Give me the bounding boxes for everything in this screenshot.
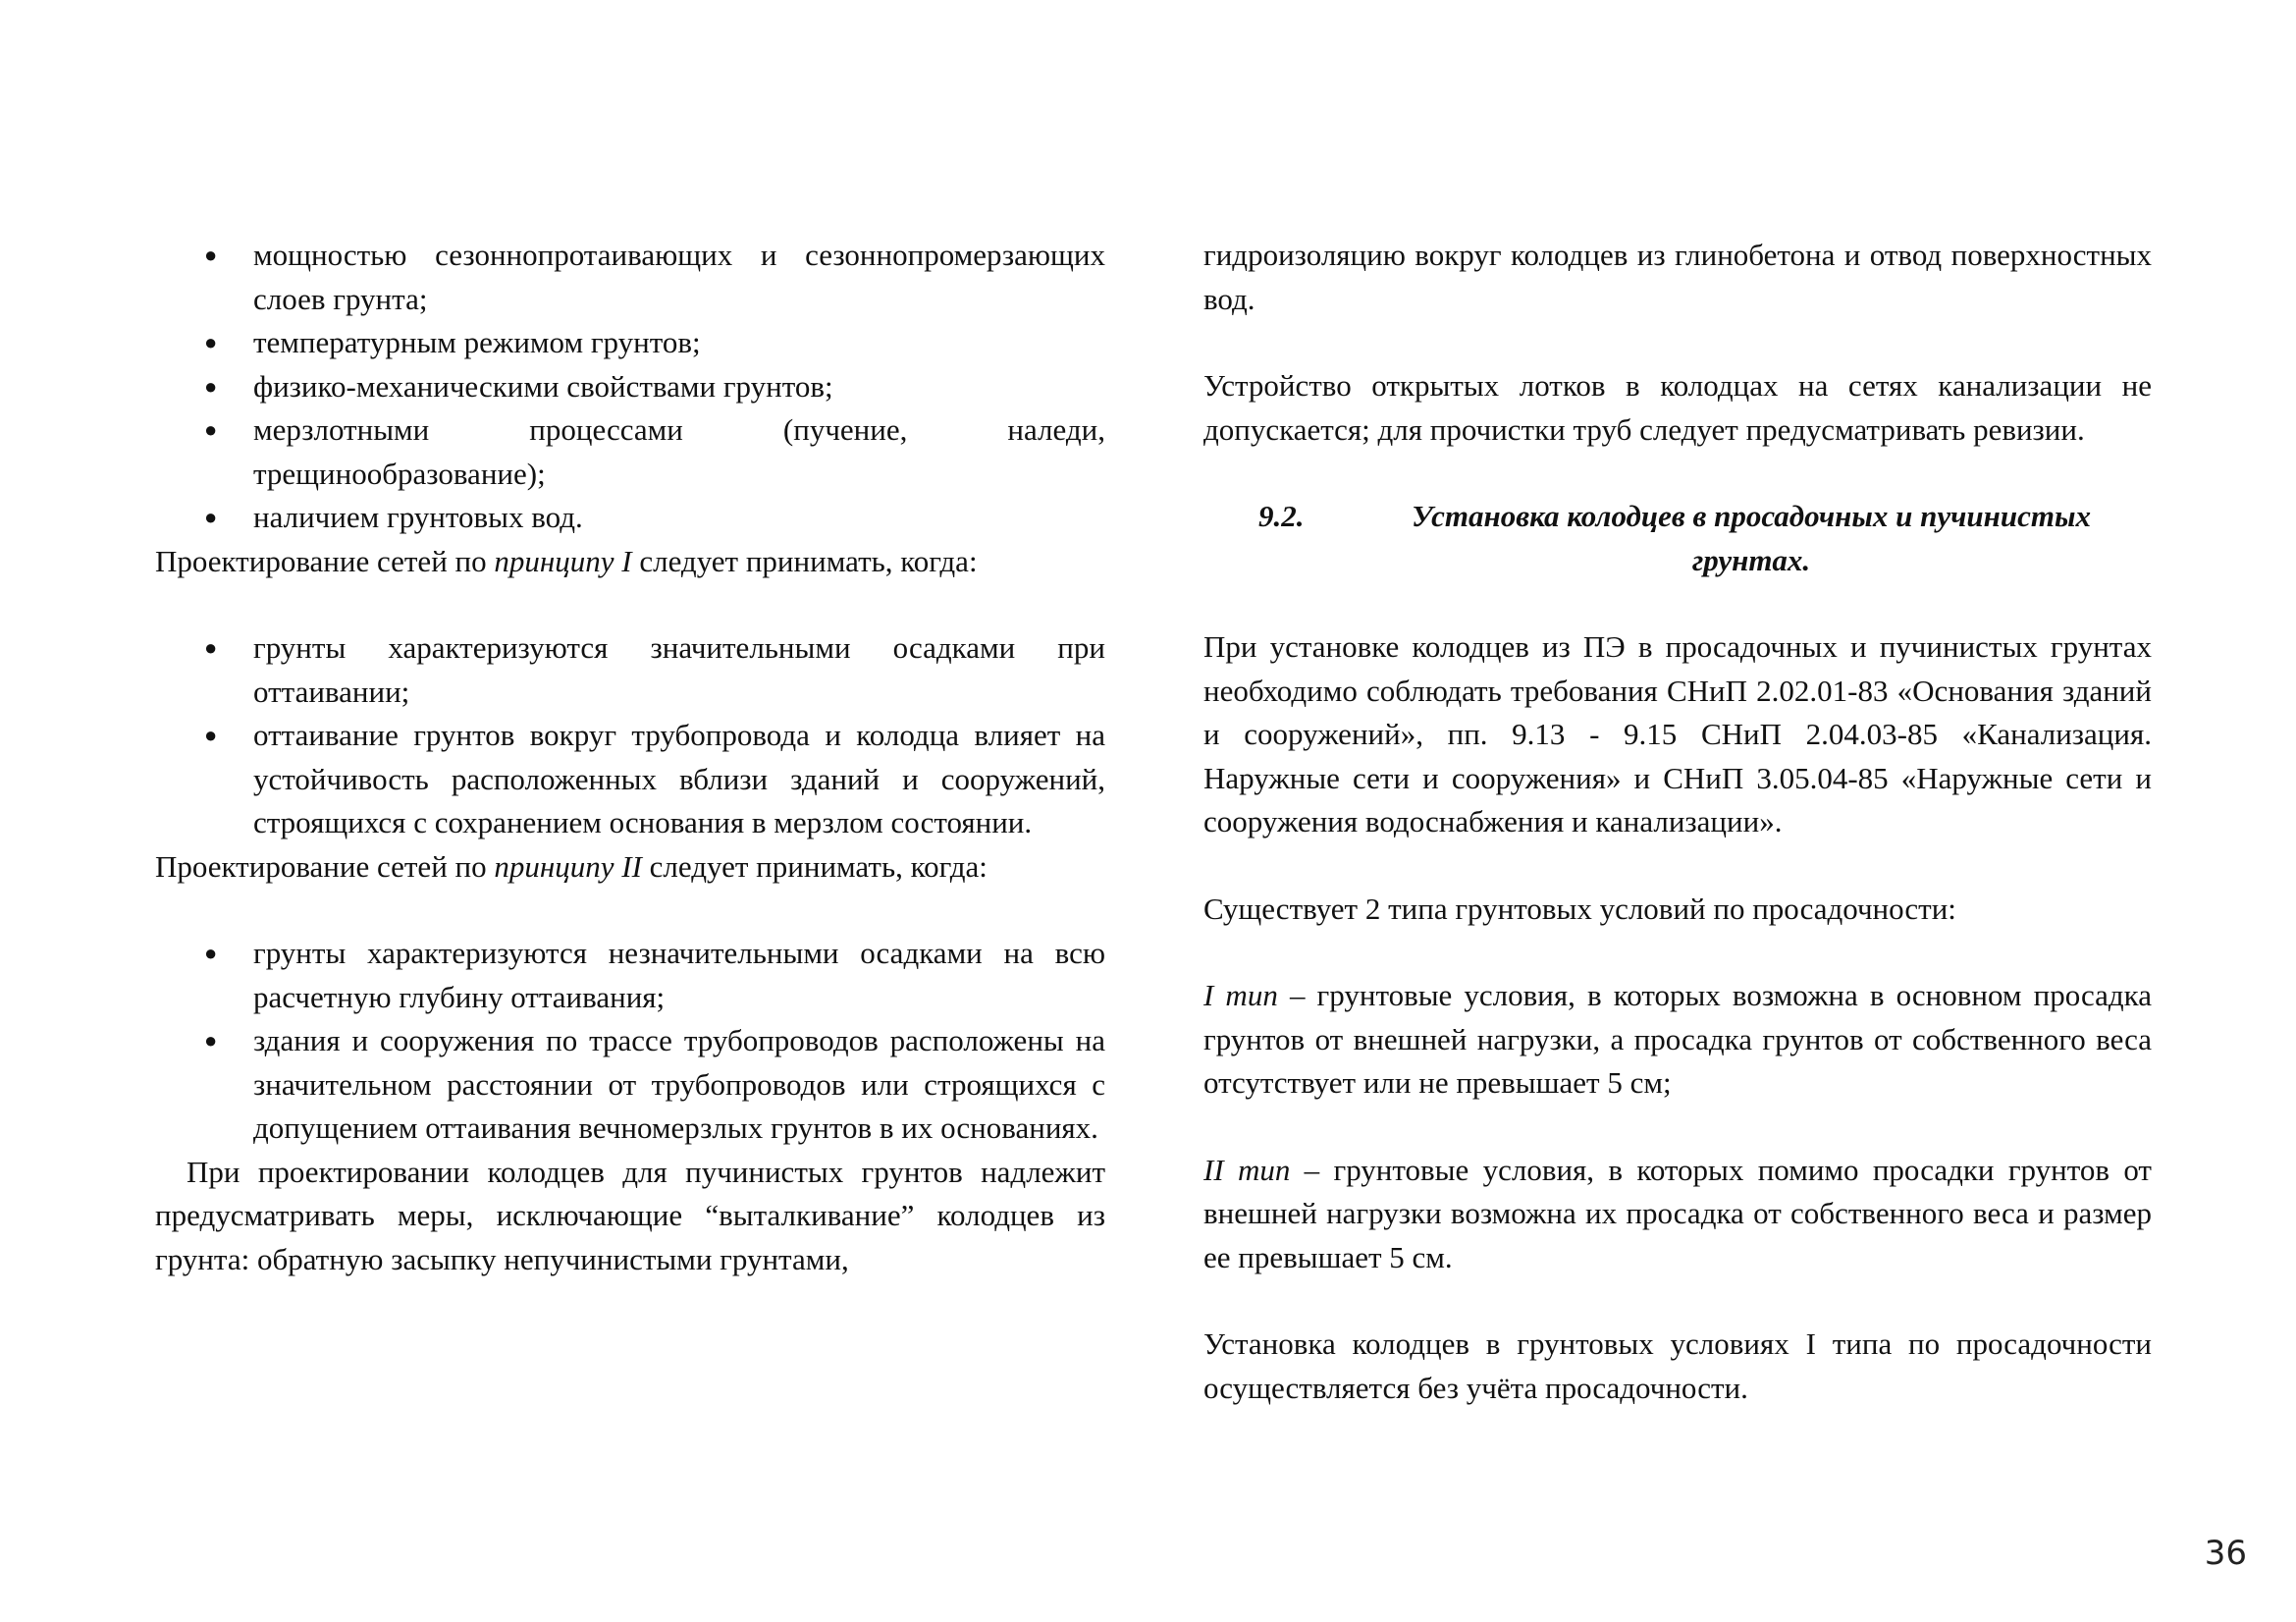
section-title: Установка колодцев в просадочных и пучинистых грунтах.: [1412, 499, 2091, 577]
list-item: ● мерзлотными процессами (пучение, наледи, трещинообразование);: [155, 408, 1105, 496]
section-heading: [1203, 495, 2152, 582]
paragraph-types-intro: Существует 2 типа грунтовых условий по просадочности:: [1203, 891, 1956, 926]
list-item: ● здания и сооружения по трассе трубопроводов расположены на значительном расстоянии от трубопроводов или строящихся с допущением оттаивания вечномерзлых грунтов в их основаниях.: [155, 1019, 1105, 1151]
bullet-icon: ●: [204, 373, 218, 399]
bullet-icon: ●: [204, 941, 218, 965]
paragraph-type-1: I тип – грунтовые условия, в которых возможна в основном просадка грунтов от внешней нагрузки, а просадка грунтов от собственного веса отсутствует или не превышает 5 см;: [1203, 978, 2152, 1100]
bullet-icon: ●: [204, 635, 218, 660]
list-item: ● физико-механическими свойствами грунтов;: [155, 365, 1105, 409]
paragraph-type-2: II тип – грунтовые условия, в которых помимо просадки грунтов от внешней нагрузки возможна их просадка от собственного веса и размер ее превышает 5 см.: [1203, 1152, 2152, 1274]
bullet-icon: ●: [204, 505, 218, 529]
bullet-list-principle-1: [155, 626, 1105, 845]
bullet-icon: ●: [204, 417, 218, 442]
list-item: ● оттаивание грунтов вокруг трубопровода и колодца влияет на устойчивость расположенных вблизи зданий и сооружений, строящихся с сохранением основания в мерзлом состоянии.: [155, 714, 1105, 845]
bullet-icon: ●: [204, 1028, 218, 1053]
list-item: ● мощностью сезоннопротаивающих и сезоннопромерзающих слоев грунта;: [155, 234, 1105, 321]
page-number: 36: [2204, 1534, 2247, 1573]
paragraph-open-trays: Устройство открытых лотков в колодцах на сетях канализации не допускается; для прочистки труб следует предусматривать ревизии.: [1203, 368, 2152, 447]
bullet-icon: ●: [204, 330, 218, 354]
paragraph-principle-2: Проектирование сетей по принципу II следует принимать, когда:: [155, 848, 988, 884]
section-number: 9.2.: [1258, 499, 1305, 533]
list-item: ● грунты характеризуются незначительными осадками на всю расчетную глубину оттаивания;: [155, 932, 1105, 1019]
list-item: ● температурным режимом грунтов;: [155, 321, 1105, 365]
bullet-icon: ●: [204, 723, 218, 747]
list-item: ● грунты характеризуются значительными осадками при оттаивании;: [155, 626, 1105, 714]
bullet-icon: ●: [204, 243, 218, 267]
bullet-list-factors: [155, 234, 1105, 540]
right-column: [1203, 234, 2152, 1410]
paragraph-requirements: При установке колодцев из ПЭ в просадочных и пучинистых грунтах необходимо соблюдать требования СНиП 2.02.01-83 «Основания зданий и сооружений», пп. 9.13 - 9.15 СНиП 2.04.03-85 «Канализация. Наружные сети и сооружения» и СНиП 3.05.04-85 «Наружные сети и сооружения водоснабжения и канализации».: [1203, 629, 2152, 838]
paragraph-waterproofing: гидроизоляцию вокруг колодцев из глинобетона и отвод поверхностных вод.: [1203, 238, 2152, 316]
paragraph-installation: Установка колодцев в грунтовых условиях I типа по просадочности осуществляется без учёта просадочности.: [1203, 1326, 2152, 1405]
left-column: [155, 234, 1105, 1281]
paragraph-principle-1: Проектирование сетей по принципу I следует принимать, когда:: [155, 543, 978, 578]
paragraph-frost-heave: При проектировании колодцев для пучинистых грунтов надлежит предусматривать меры, исключающие “выталкивание” колодцев из грунта: обратную засыпку непучинистыми грунтами,: [155, 1154, 1105, 1276]
list-item: ● наличием грунтовых вод.: [155, 496, 1105, 540]
bullet-list-principle-2: [155, 932, 1105, 1151]
